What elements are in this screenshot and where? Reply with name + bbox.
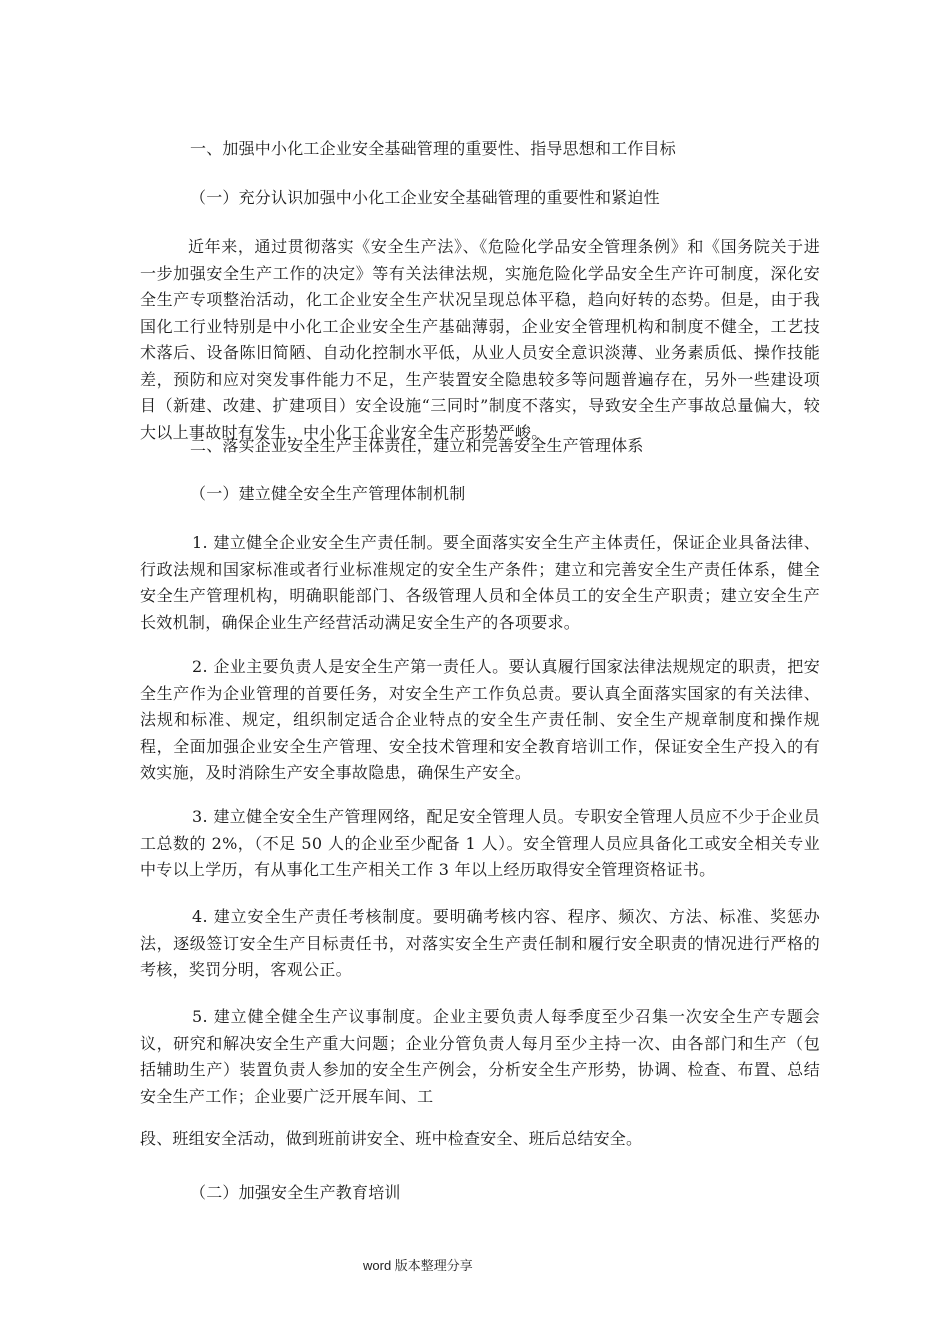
list-item-5: 5. 建立健全健全生产议事制度。企业主要负责人每季度至少召集一次安全生产专题会议，研究和解决安全生产重大问题；企业分管负责人每月至少主持一次、由各部门和生产（包括辅助生产）装置负责人参加的安全生产例会，分析安全生产形势，协调、检查、布置、总结安全生产工作；企业要广泛开展车间、工 — [140, 1007, 820, 1106]
page-footer: word 版本整理分享 — [363, 1258, 473, 1273]
section-heading-1: 一、加强中小化工企业安全基础管理的重要性、指导思想和工作目标 — [190, 139, 677, 158]
subsection-heading-2-2: （二）加强安全生产教育培训 — [190, 1183, 401, 1202]
list-item-4: 4. 建立安全生产责任考核制度。要明确考核内容、程序、频次、方法、标准、奖惩办法，逐级签订安全生产目标责任书，对落实安全生产责任制和履行安全职责的情况进行严格的考核，奖罚分明，客观公正。 — [140, 907, 820, 979]
subsection-heading-1-1: （一）充分认识加强中小化工企业安全基础管理的重要性和紧迫性 — [190, 188, 660, 207]
list-item-1: 1. 建立健全企业安全生产责任制。要全面落实安全生产主体责任，保证企业具备法律、行政法规和国家标准或者行业标准规定的安全生产条件；建立和完善安全生产责任体系，健全安全生产管理机构，明确职能部门、各级管理人员和全体员工的安全生产职责；建立安全生产长效机制，确保企业生产经营活动满足安全生产的各项要求。 — [140, 533, 820, 632]
section-heading-2: 二、落实企业安全生产主体责任，建立和完善安全生产管理体系 — [190, 436, 644, 455]
list-item-3: 3. 建立健全安全生产管理网络，配足安全管理人员。专职安全管理人员应不少于企业员工总数的 2%，（不足 50 人的企业至少配备 1 人）。安全管理人员应具备化工或安全相关专业中专以上学历，有从事化工生产相关工作 3 年以上经历取得安全管理资格证书。 — [140, 807, 820, 879]
subsection-heading-2-1: （一）建立健全安全生产管理体制机制 — [190, 484, 466, 503]
list-item-5-continuation: 段、班组安全活动，做到班前讲安全、班中检查安全、班后总结安全。 — [140, 1129, 643, 1148]
list-item-2: 2. 企业主要负责人是安全生产第一责任人。要认真履行国家法律法规规定的职责，把安全生产作为企业管理的首要任务，对安全生产工作负总责。要认真全面落实国家的有关法律、法规和标准、规定，组织制定适合企业特点的安全生产责任制、安全生产规章制度和操作规程，全面加强企业安全生产管理、安全技术管理和安全教育培训工作，保证安全生产投入的有效实施，及时消除生产安全事故隐患，确保生产安全。 — [140, 657, 820, 782]
intro-paragraph: 近年来，通过贯彻落实《安全生产法》、《危险化学品安全管理条例》和《国务院关于进一步加强安全生产工作的决定》等有关法律法规，实施危险化学品安全生产许可制度，深化安全生产专项整治活动，化工企业安全生产状况呈现总体平稳，趋向好转的态势。但是，由于我国化工行业特别是中小化工企业安全生产基础薄弱，企业安全管理机构和制度不健全，工艺技术落后、设备陈旧简陋、自动化控制水平低，从业人员安全意识淡薄、业务素质低、操作技能差，预防和应对突发事件能力不足，生产装置安全隐患较多等问题普遍存在，另外一些建设项目（新建、改建、扩建项目）安全设施“三同时”制度不落实，导致安全生产事故总量偏大，较大以上事故时有发生，中小化工企业安全生产形势严峻。 — [140, 237, 820, 442]
